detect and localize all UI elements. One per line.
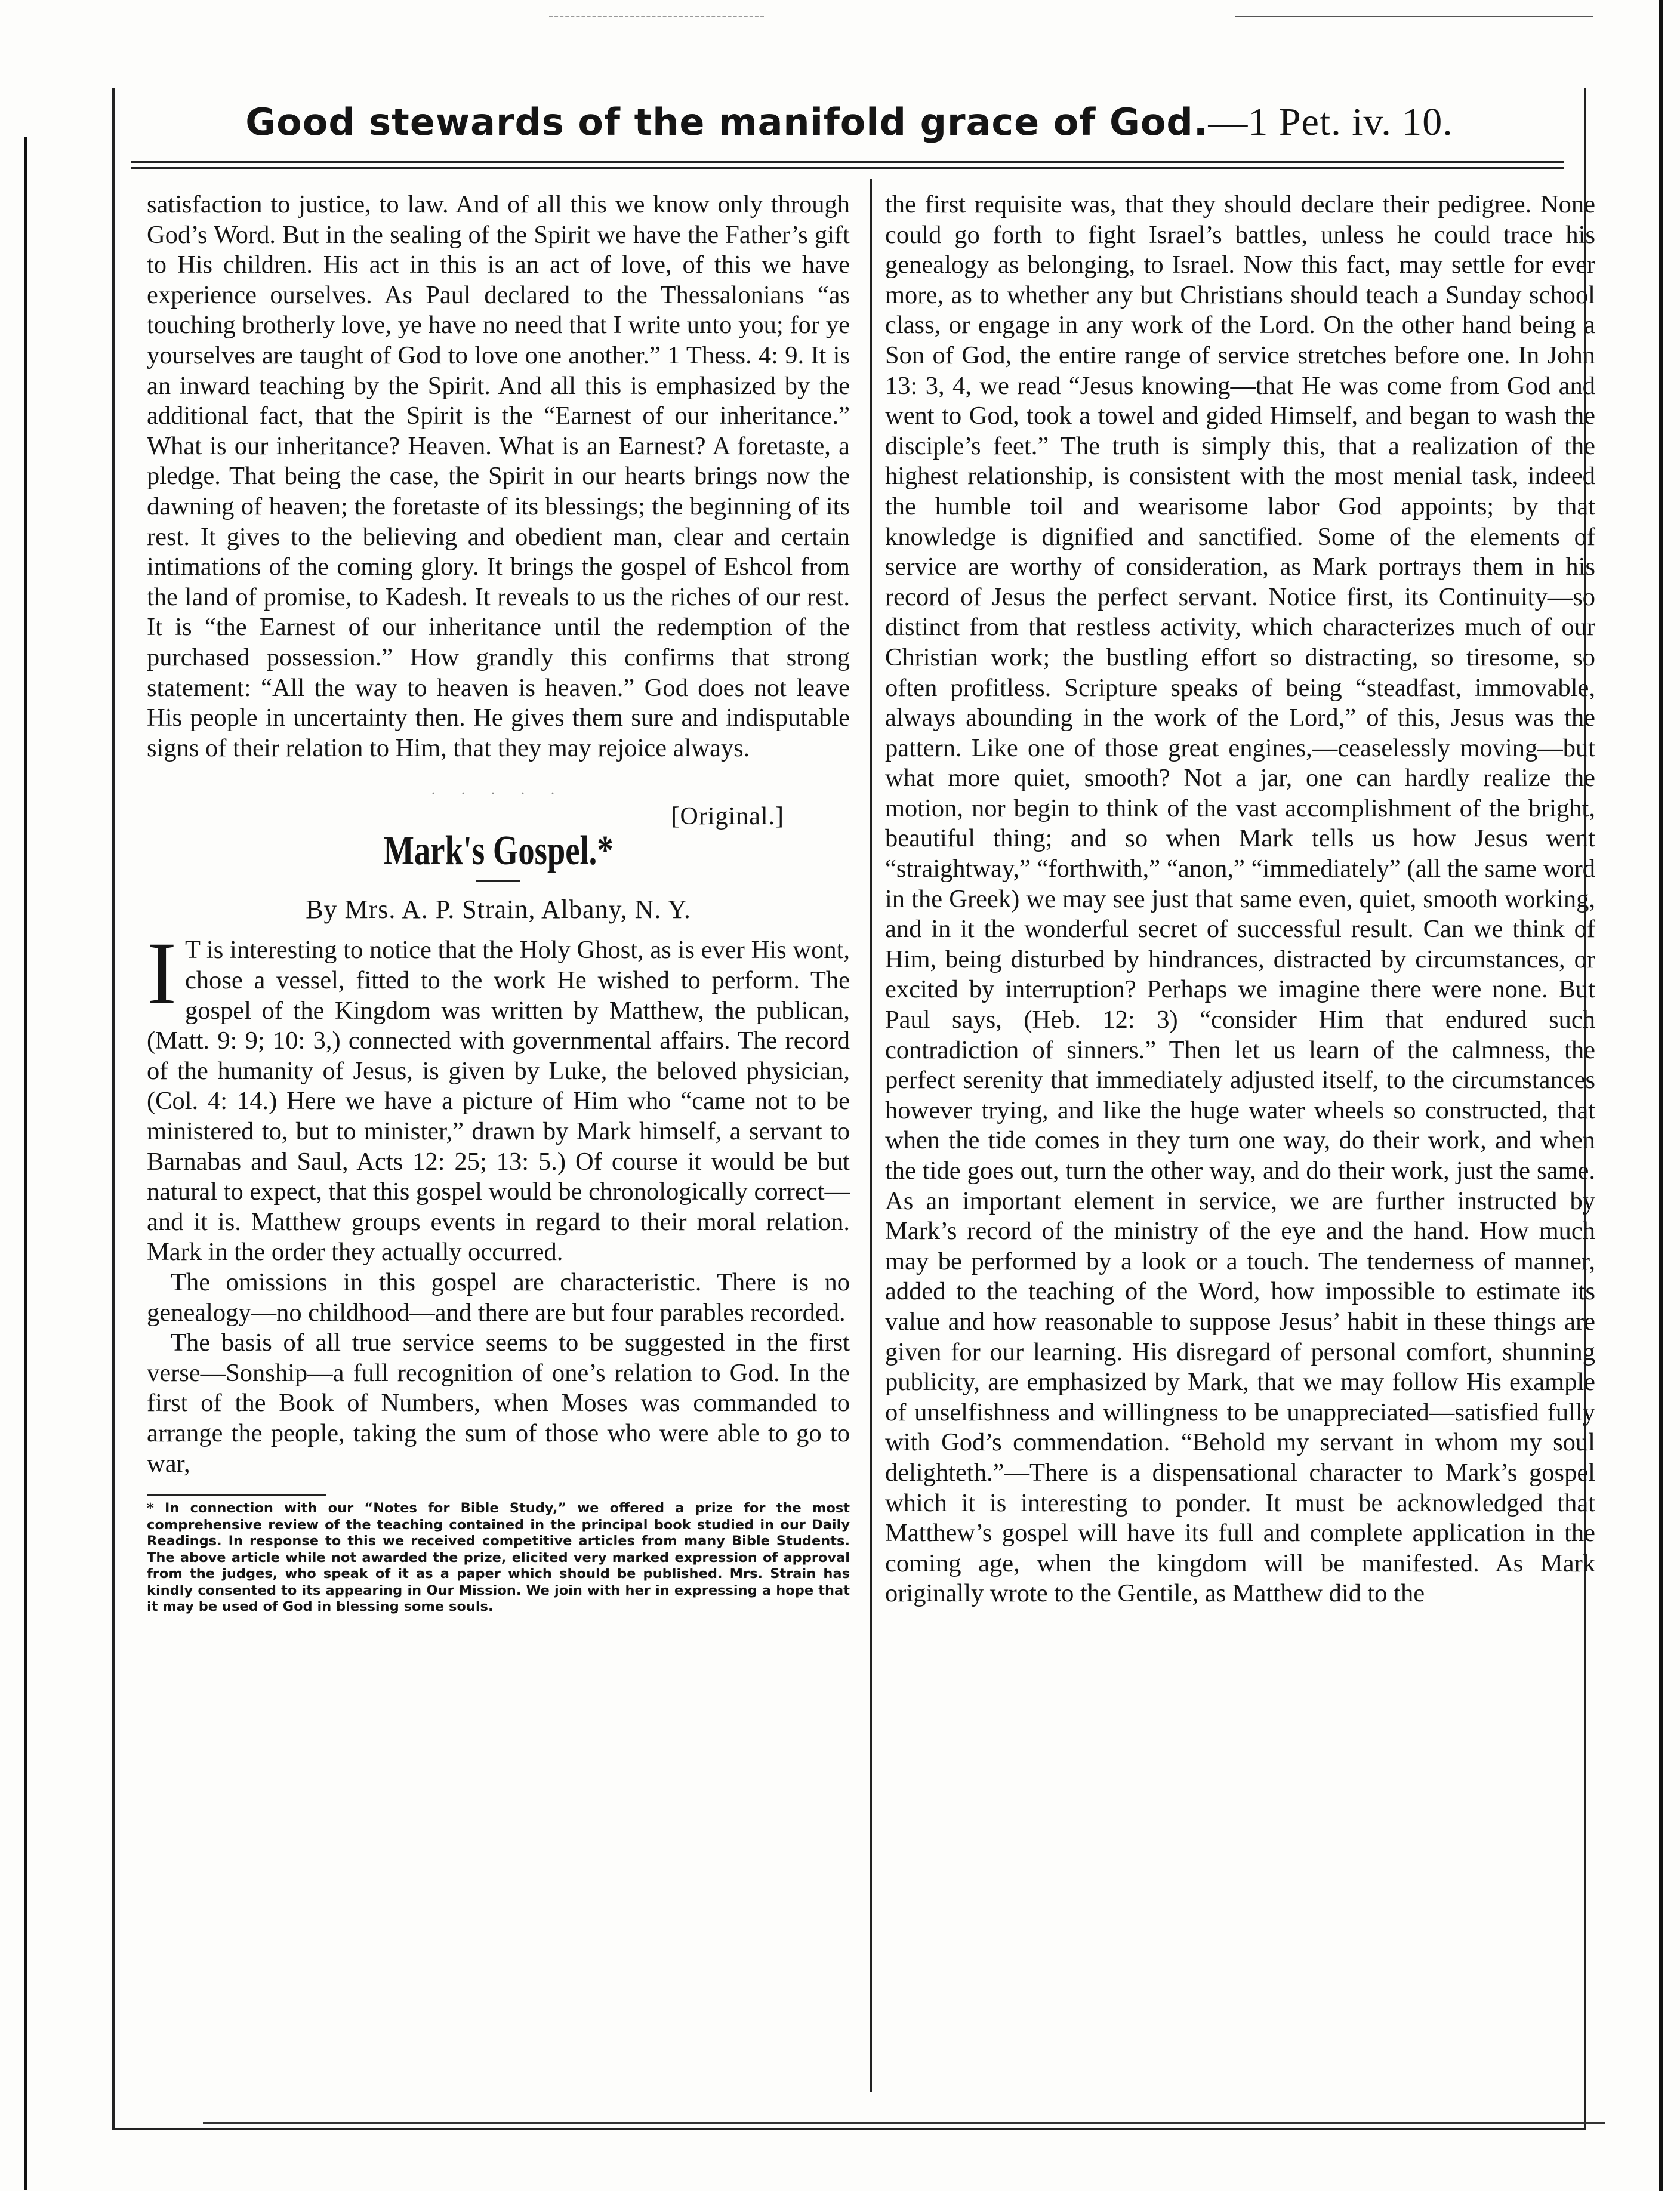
right-column bbox=[885, 190, 1595, 1609]
article-paragraph-2: The omissions in this gospel are characteristic. There is no genealogy—no childhood—and there are but four parables recorded. bbox=[147, 1268, 850, 1327]
article-paragraph-1 bbox=[147, 924, 850, 1268]
paragraph-1-text: T is interesting to notice that the Holy Ghost, as is ever His wont, chose a vessel, fitted to the work He wished to perform. The gospel of the Kingdom was written by Matthew, the publican, (Matt. 9: 9; 10: 3,) connected with governmental affairs. The record of the humanity of Jesus, is given by Luke, the beloved physician, (Col. 4: 14.) Here we have a picture of Him who “came not to be ministered to, but to minister,” drawn by Mark himself, a servant to Barnabas and Saul, Acts 12: 25; 13: 5.) Of course it would be but natural to expect, that this gospel would be chronologically correct—and it is. Matthew groups events in regard to their moral relation. Mark in the order they actually occurred. bbox=[147, 936, 850, 1266]
header-rule-top bbox=[131, 161, 1564, 163]
top-dashed-rule bbox=[549, 16, 764, 17]
article-byline: By Mrs. A. P. Strain, Albany, N. Y. bbox=[306, 894, 691, 924]
page-header bbox=[112, 90, 1586, 155]
article-title: Mark's Gospel.* bbox=[383, 827, 614, 874]
title-rule bbox=[476, 880, 520, 882]
footnote-rule bbox=[147, 1494, 326, 1496]
section-separator: · · · · · bbox=[431, 786, 566, 802]
continued-paragraph: satisfaction to justice, to law. And of all this we know only through God’s Word. But in the sealing of the Spirit we have the Father’s gift to His children. His act in this is an act of love, of this we have experience ourselves. As Paul declared to the Thessalonians “as touching brotherly love, ye have no need that I write unto you; for ye yourselves are taught of God to love one another.” 1 Thess. 4: 9. It is an inward teaching by the Spirit. And all this is emphasized by the additional fact, that the Spirit is the “Earnest of our inheritance.” What is our inheritance? Heaven. What is an Earnest? A foretaste, a pledge. That being the case, the Spirit in our hearts brings now the dawning of heaven; the foretaste of its blessings; the beginning of its rest. It gives to the believing and obedient man, clear and certain intimations of the coming glory. It brings the gospel of Eshcol from the land of promise, to Kadesh. It reveals to us the riches of our rest. It is “the Earnest of our inheritance until the redemption of the purchased possession.” How grandly this confirms that strong statement: “All the way to heaven is heaven.” God does not leave His people in uncertainty then. He gives them sure and indisputable signs of their relation to Him, that they may rejoice always. bbox=[147, 190, 850, 762]
bottom-rule bbox=[203, 2122, 1605, 2124]
header-rule-bottom bbox=[131, 167, 1564, 169]
article-paragraph-3: The basis of all true service seems to be suggested in the first verse—Sonship—a full recognition of one’s relation to God. In the first of the Book of Numbers, when Moses was commanded to arrange the people, taking the sum of those who were able to go to war, bbox=[147, 1329, 850, 1478]
right-binding-edge bbox=[1659, 0, 1663, 2191]
left-column bbox=[147, 190, 850, 1616]
header-title: Good stewards of the manifold grace of God. bbox=[245, 100, 1209, 144]
footnote: * In connection with our “Notes for Bible Study,” we offered a prize for the most comprehensive review of the teaching contained in the principal book studied in our Daily Readings. In response to this we received competitive articles from many Bible Students. The above article while not awarded the prize, elicited very marked expression of approval from the judges, who speak of it as a paper which should be published. Mrs. Strain has kindly consented to its appearing in Our Mission. We join with her in expressing a hope that it may be used of God in blessing some souls. bbox=[147, 1500, 850, 1615]
column-divider bbox=[870, 179, 872, 2092]
left-binding-edge bbox=[24, 137, 27, 2190]
original-label: [Original.] bbox=[671, 803, 784, 831]
drop-cap: I bbox=[147, 924, 177, 1024]
right-column-text: the first requisite was, that they should declare their pedigree. None could go forth to fight Israel’s battles, unless he could trace his genealogy as belonging, to Israel. Now this fact, may settle for ever more, as to whether any but Christians should teach a Sunday school class, or engage in any work of the Lord. On the other hand being a Son of God, the entire range of service stretches before one. In John 13: 3, 4, we read “Jesus knowing—that He was come from God and went to God, took a towel and gided Himself, and began to wash the disciple’s feet.” The truth is simply this, that a realization of the highest relationship, is consistent with the most menial task, indeed the humble toil and wearisome labor God appoints; by that knowledge is dignified and sanctified. Some of the elements of service are worthy of consideration, as Mark portrays them in his record of Jesus the perfect servant. Notice first, its Continuity—so distinct from that restless activity, which characterizes much of our Christian work; the bustling effort so distracting, so tiresome, so often profitless. Scripture speaks of being “steadfast, immovable, always abounding in the work of the Lord,” of this, Jesus was the pattern. Like one of those great engines,—ceaselessly moving—but what more quiet, smooth? Not a jar, one can hardly realize the motion, nor begin to think of the vast accomplishment of the bright, beautiful thing; and so when Mark tells us how Jesus went “straightway,” “forthwith,” “anon,” “immediately” (all the same word in the Greek) we may see just that same even, quiet, smooth working, and in it the wonderful secret of successful result. Can we think of Him, being disturbed by hindrances, distracted by circumstances, or excited by interruption? Perhaps we imagine there were none. But Paul says, (Heb. 12: 3) “consider Him that endured such contradiction of sinners.” Then let us learn of the calmness, the perfect serenity that immediately adjusted itself, to the circumstances however trying, and like the huge water wheels so constructed, that when the tide comes in they turn one way, do their work, and when the tide goes out, turn the other way, and do their work, just the same. As an important element in service, we are further instructed by Mark’s record of the ministry of the eye and the hand. How much may be performed by a look or a touch. The tenderness of manner, added to the teaching of the Word, how impossible to estimate its value and how reasonable to suppose Jesus’ habit in these things are given for our learning. His disregard of personal comfort, shunning publicity, are emphasized by Mark, that we may follow His example of unselfishness and willingness to be unappreciated—satisfied fully with God’s commendation. “Behold my servant in whom my soul delighteth.”—There is a dispensational character to Mark’s gospel which it is interesting to ponder. It must be acknowledged that Matthew’s gospel will have its full and complete application in the coming age, when the kingdom will be manifested. As Mark originally wrote to the Gentile, as Matthew did to the bbox=[885, 190, 1595, 1608]
header-reference: —1 Pet. iv. 10. bbox=[1208, 100, 1453, 144]
top-rule bbox=[1235, 16, 1593, 17]
